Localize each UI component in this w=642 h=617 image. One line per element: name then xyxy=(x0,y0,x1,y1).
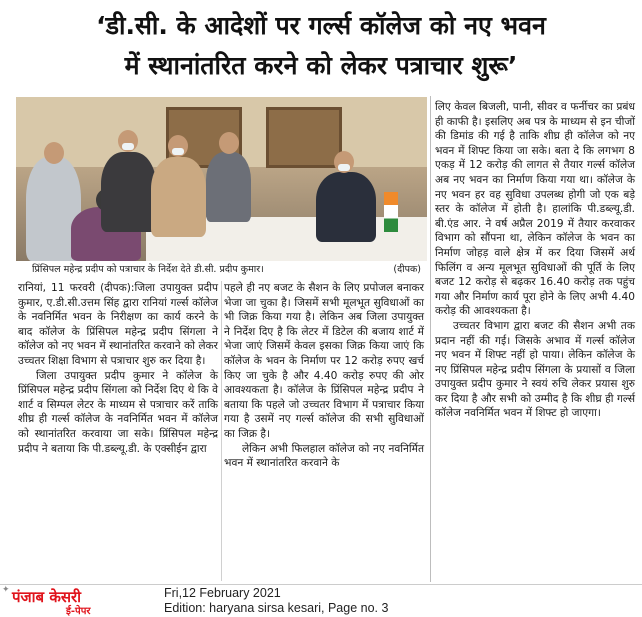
paragraph: पहले ही नए बजट के सैशन के लिए प्रपोजल बनाकर भेजा जा चुका है। जिसमें सभी मूलभूत सुविधाओं का भी जिक्र किया गया है। लेकिन अब जिला उपायुक्त ने निर्देश दिए है कि लेटर में डिटेल की बजाय शार्ट में भेजा जाएं जिसमें केवल इसका जिक्र किया जाएं कि कॉलेज के भवन के निर्माण पर 12 करोड़ रुपए खर्च किए जा चुके है और 4.40 करोड़ रुपए की ओर आवश्यकता है। कॉलेज के प्रिंसिपल महेन्द्र प्रदीप ने बताया कि पहले जो उच्चतर विभाग में पत्राचार किया गया है उसमें नए गर्ल्स कॉलेज की सभी सुविधाओं का जिक्र है। xyxy=(224,282,424,440)
photo-credit: (दीपक) xyxy=(393,264,421,275)
edition-info: Edition: haryana sirsa kesari, Page no. 3 xyxy=(164,601,389,615)
photo-caption xyxy=(16,262,427,278)
paragraph: उच्चतर विभाग द्वारा बजट की सैशन अभी तक प्रदान नहीं की गई। जिसके अभाव में गर्ल्स कॉलेज नए भवन में शिफ्ट नहीं हो पाया। लेकिन कॉलेज के नए प्रिंसिपल महेन्द्र प्रदीप सिंगला के प्रयासों व जिला उपायुक्त प्रदीप कुमार ने स्वयं रुचि लेकर प्रयास शुरु कर दिया है और सभी को उम्मीद है कि शीघ्र ही गर्ल्स कॉलेज नवनिर्मित भवन में शिफ्ट हो जाएगा। xyxy=(435,319,635,420)
article-column-1 xyxy=(18,281,218,456)
paragraph: लेकिन अभी फिलहाल कॉलेज को नए नवनिर्मित भवन में स्थानांतरित करवाने के xyxy=(224,442,424,470)
column-divider xyxy=(221,281,222,581)
flag-icon xyxy=(384,192,398,232)
star-icon: ✦ xyxy=(2,585,10,595)
headline-line-2: में स्थानांतरित करने को लेकर पत्राचार शुरू’ xyxy=(124,51,518,80)
headline xyxy=(0,0,642,92)
newspaper-logo[interactable] xyxy=(2,585,134,617)
column-divider xyxy=(430,96,431,582)
article-column-3 xyxy=(435,100,635,421)
paragraph: रानियां, 11 फरवरी (दीपक):जिला उपायुक्त प्रदीप कुमार, ए.डी.सी.उत्तम सिंह द्वारा रानियां गर्ल्स कॉलेज के नवनिर्मित भवन के निरीक्षण का कार्य करने के बाद कॉलेज के प्रिंसिपल महेन्द्र प्रदीप सिंगला ने कॉलेज को नए भवन में स्थानांतरित करवाने को लेकर उच्चतर शिक्षा विभाग से पत्राचार शुरु कर दिया है। xyxy=(18,282,218,367)
caption-text: प्रिंसिपल महेन्द्र प्रदीप को पत्राचार के निर्देश देते डी.सी. प्रदीप कुमार। xyxy=(32,264,264,275)
logo-title: पंजाब केसरी xyxy=(12,588,82,606)
edition-date: Fri,12 February 2021 xyxy=(164,586,281,600)
paragraph: जिला उपायुक्त प्रदीप कुमार ने कॉलेज के प्रिंसिपल महेन्द्र प्रदीप सिंगला को निर्देश दिए थे कि वे शार्ट व सिम्पल लेटर के माध्यम से पत्राचार करें ताकि शीघ्र ही गर्ल्स कॉलेज के नवनिर्मित भवन में कॉलेज को स्थानांतरित करवाया जा सके। प्रिंसिपल महेन्द्र प्रदीप ने बताया कि पी.डब्ल्यू.डी. के एक्सीईन द्वारा xyxy=(18,369,218,455)
logo-subtitle: ई-पेपर xyxy=(66,606,91,617)
footer xyxy=(0,584,642,615)
headline-line-1: ‘डी.सी. के आदेशों पर गर्ल्स कॉलेज को नए भवन xyxy=(96,11,546,40)
article-column-2 xyxy=(224,281,424,471)
paragraph: लिए केवल बिजली, पानी, सीवर व फर्नीचर का प्रबंध ही काफी है। इसलिए अब पत्र के माध्यम से इन चीजों की डिमांड की गई है ताकि शीघ्र ही कॉलेज को नए भवन में शिफ्ट किया जा सके। बता दे कि लगभग 8 एकड़ में 12 करोड़ की लागत से तैयार गर्ल्स कॉलेज अब नए भवन का निर्माण किया गया था। कॉलेज के नए भवन हर वह सुविधा उपलब्ध होगी जो एक बड़े स्तर के कॉलेज में होती है। हालांकि पी.डब्ल्यू.डी. बी.एंड आर. ने वर्ष अप्रैल 2019 में तैयार करवाकर विभाग को सौंपना था, लेकिन कॉलेज के भवन का निर्माण जोहड़ वाले क्षेत्र में कर दिया जिसमें अर्थ फिलिंग व अन्य मूलभूत सुविधाओं की पूर्ति के लिए बजट 12 करोड़ से बढ़कर 16.40 करोड़ तक पहुंच गया और निर्माण कार्य पूरा होने के लिए अभी 4.40 करोड़ की आवश्यकता है। xyxy=(435,101,635,318)
news-photo xyxy=(16,97,427,261)
